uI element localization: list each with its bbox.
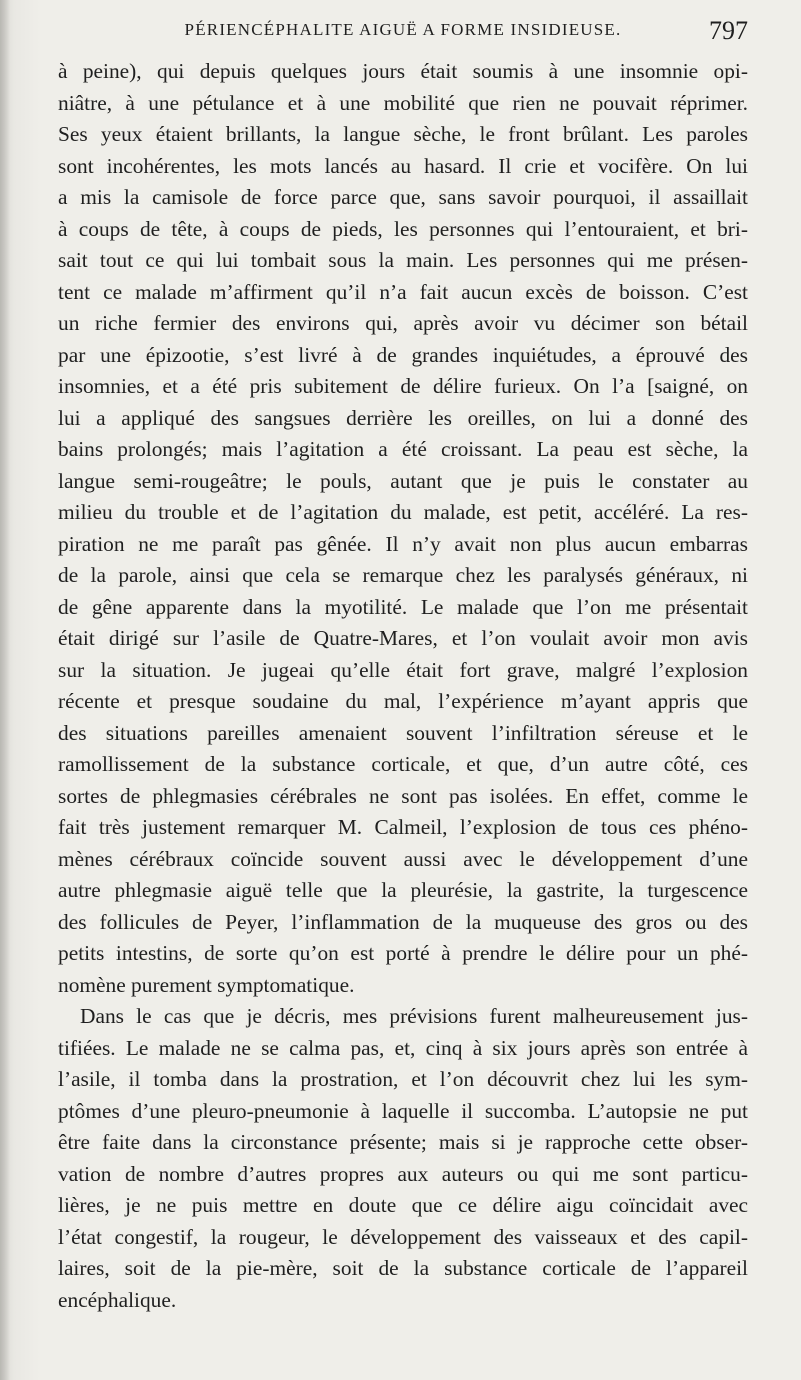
text-line: ptômes d’une pleuro-pneumonie à laquelle il succomba. L’autopsie ne put	[58, 1098, 748, 1123]
text-line: tent ce malade m’affirment qu’il n’a fait aucun excès de boisson. C’est	[58, 279, 748, 304]
text-line: autre phlegmasie aiguë telle que la pleurésie, la gastrite, la turgescence	[58, 878, 748, 902]
text-line: sont incohérentes, les mots lancés au hasard. Il crie et vocifère. On lui	[58, 153, 748, 178]
text-line: l’état congestif, la rougeur, le développement des vaisseaux et des capil-	[58, 1224, 748, 1249]
paragraph-start-line: Dans le cas que je décris, mes prévisions furent malheureusement jus-	[80, 1004, 748, 1028]
text-line: un riche fermier des environs qui, après avoir vu décimer son bétail	[58, 311, 748, 335]
text-line: était dirigé sur l’asile de Quatre-Mares, et l’on voulait avoir mon avis	[58, 626, 748, 650]
text-line: insomnies, et a été pris subitement de délire furieux. On l’a [saigné, on	[58, 374, 748, 398]
text-line: à coups de tête, à coups de pieds, les personnes qui l’entouraient, et bri-	[58, 216, 748, 241]
page-binding-shadow	[0, 0, 10, 1380]
text-line: fait très justement remarquer M. Calmeil, l’explosion de tous ces phéno-	[58, 815, 748, 839]
paragraph-end-line: encéphalique.	[58, 1287, 177, 1312]
text-line: lières, je ne puis mettre en doute que ce délire aigu coïncidait avec	[58, 1193, 748, 1217]
text-line: de gêne apparente dans la myotilité. Le malade que l’on me présentait	[58, 594, 748, 619]
text-line: des situations pareilles amenaient souvent l’infiltration séreuse et le	[58, 720, 748, 745]
text-line: des follicules de Peyer, l’inflammation de la muqueuse des gros ou des	[58, 909, 748, 934]
text-line: tifiées. Le malade ne se calma pas, et, cinq à six jours après son entrée à	[58, 1035, 748, 1060]
text-line: ramollissement de la substance corticale, et que, d’un autre côté, ces	[58, 752, 748, 776]
paragraph-end-line: nomène purement symptomatique.	[58, 972, 355, 997]
text-line: vation de nombre d’autres propres aux auteurs ou qui me sont particu-	[58, 1161, 748, 1186]
text-line: bains prolongés; mais l’agitation a été croissant. La peau est sèche, la	[58, 437, 748, 461]
text-line: être faite dans la circonstance présente; mais si je rapproche cette obser-	[58, 1130, 748, 1154]
text-line: sortes de phlegmasies cérébrales ne sont pas isolées. En effet, comme le	[58, 783, 748, 808]
text-line: récente et presque soudaine du mal, l’expérience m’ayant appris que	[58, 689, 748, 713]
text-line: niâtre, à une pétulance et à une mobilité que rien ne pouvait réprimer.	[58, 90, 748, 115]
text-line: langue semi-rougeâtre; le pouls, autant que je puis le constater au	[58, 468, 748, 493]
text-line: petits intestins, de sorte qu’on est porté à prendre le délire pour un phé-	[58, 941, 748, 965]
page-header	[58, 16, 748, 50]
text-line: sait tout ce qui lui tombait sous la main. Les personnes qui me présen-	[58, 248, 748, 272]
text-line: a mis la camisole de force parce que, sans savoir pourquoi, il assaillait	[58, 185, 748, 209]
text-line: milieu du trouble et de l’agitation du malade, est petit, accéléré. La res-	[58, 500, 748, 524]
text-line: mènes cérébraux coïncide souvent aussi avec le développement d’une	[58, 846, 748, 871]
text-line: piration ne me paraît pas gênée. Il n’y avait non plus aucun embarras	[58, 531, 748, 556]
text-line: lui a appliqué des sangsues derrière les oreilles, on lui a donné des	[58, 405, 748, 430]
page-number: 797	[709, 16, 748, 45]
text-line: sur la situation. Je jugeai qu’elle était fort grave, malgré l’explosion	[58, 657, 748, 682]
text-line: l’asile, il tomba dans la prostration, et l’on découvrit chez lui les sym-	[58, 1067, 748, 1091]
text-line: à peine), qui depuis quelques jours était soumis à une insomnie opi-	[58, 59, 748, 83]
text-line: par une épizootie, s’est livré à de grandes inquiétudes, a éprouvé des	[58, 342, 748, 367]
text-line: laires, soit de la pie-mère, soit de la substance corticale de l’appareil	[58, 1256, 748, 1280]
text-line: Ses yeux étaient brillants, la langue sèche, le front brûlant. Les paroles	[58, 122, 748, 146]
body-text	[58, 56, 748, 1316]
running-head: PÉRIENCÉPHALITE AIGUË A FORME INSIDIEUSE.	[184, 20, 622, 39]
text-line: de la parole, ainsi que cela se remarque chez les paralysés généraux, ni	[58, 563, 748, 587]
